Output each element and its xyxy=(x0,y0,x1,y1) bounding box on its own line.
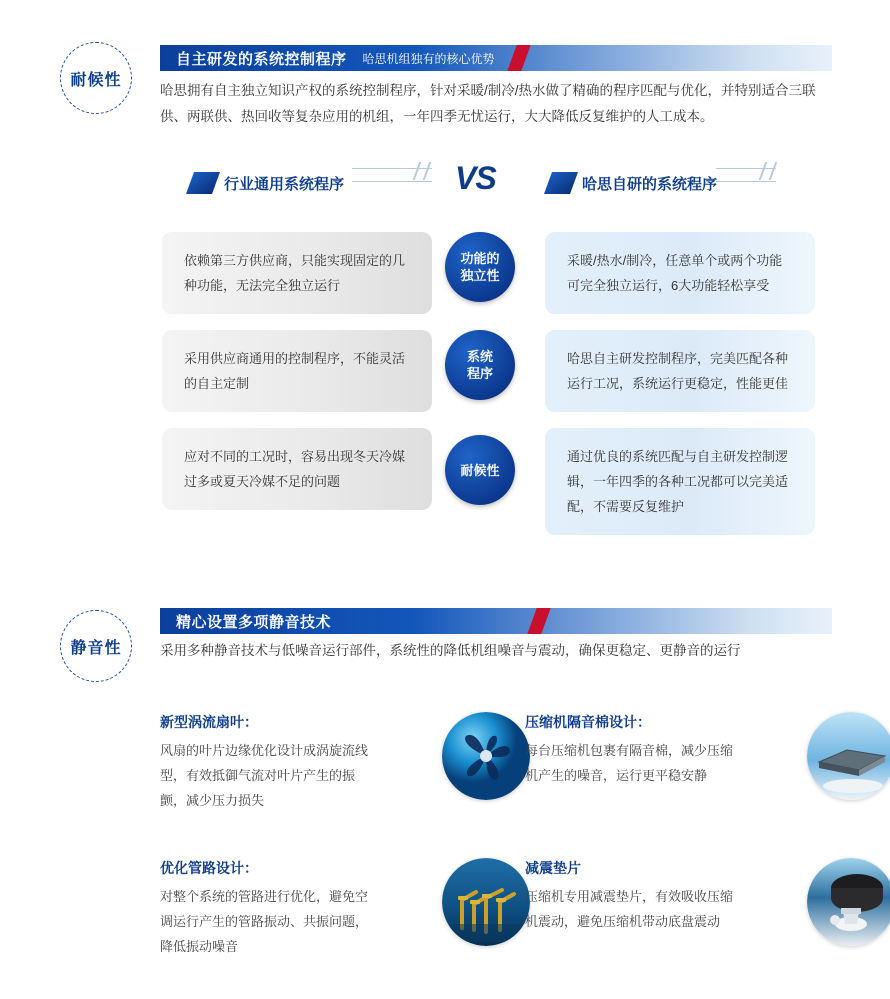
fan-blade-photo-icon xyxy=(442,712,530,800)
section-badge-weather-resistance xyxy=(60,42,132,114)
compare-badge-1-line1: 功能的 xyxy=(460,251,500,266)
feature-desc-3: 对整个系统的管路进行优化，避免空调运行产生的管路振动、共振问题，降低振动噪音 xyxy=(160,889,369,954)
compare-left-heading xyxy=(190,168,344,198)
compare-badge-2-line1: 系统 xyxy=(466,349,493,364)
compare-row-right-3: 通过优良的系统匹配与自主研发控制逻辑，一年四季的各种工况都可以完美适配，不需要反复维护 xyxy=(545,428,815,535)
compare-badge-1 xyxy=(445,232,515,302)
heading-rule-right xyxy=(716,168,776,182)
pipeline-photo-icon xyxy=(442,858,530,946)
damping-pad-photo-icon xyxy=(807,858,890,946)
compare-row-right-2: 哈思自主研发控制程序，完美匹配各种运行工况，系统运行更稳定，性能更佳 xyxy=(545,330,815,412)
feature-desc: 风扇的叶片边缘优化设计成涡旋流线型，有效抵御气流对叶片产生的振颤，减少压力损失 xyxy=(160,743,369,808)
feature-desc-2: 每台压缩机包裹有隔音棉，减少压缩机产生的噪音，运行更平稳安静 xyxy=(525,743,734,783)
feature-title-3: 优化管路设计： xyxy=(160,860,258,876)
feature-title: 新型涡流扇叶： xyxy=(160,714,258,730)
compare-row-left-2: 采用供应商通用的控制程序，不能灵活的自主定制 xyxy=(162,330,432,412)
feature-title-4: 减震垫片 xyxy=(525,860,581,876)
section-badge-quiet xyxy=(60,610,132,682)
feature-block-damping-pad xyxy=(525,858,890,934)
section-header-control-program xyxy=(160,45,832,71)
section-header-quiet-tech xyxy=(160,608,832,634)
vs-word: VS xyxy=(455,160,496,196)
compare-badge-2 xyxy=(445,330,515,400)
section-subtitle: 哈思机组独有的核心优势 xyxy=(362,51,495,66)
section-badge-label-2: 静音性 xyxy=(70,639,122,657)
compare-row-left-3: 应对不同的工况时，容易出现冬天冷媒过多或夏天冷媒不足的问题 xyxy=(162,428,432,510)
feature-title-2: 压缩机隔音棉设计： xyxy=(525,714,651,730)
feature-desc-4: 压缩机专用减震垫片，有效吸收压缩机震动，避免压缩机带动底盘震动 xyxy=(525,889,734,929)
section-title-2: 精心设置多项静音技术 xyxy=(176,613,332,631)
flag-shape-icon xyxy=(186,172,220,194)
heading-rule-left xyxy=(352,168,432,182)
section-paragraph: 哈思拥有自主独立知识产权的系统控制程序，针对采暖/制冷/热水做了精确的程序匹配与优化，并特别适合三联供、两联供、热回收等复杂应用的机组，一年四季无忧运行，大大降低反复维护的人工成本。 xyxy=(160,83,816,124)
flag-shape-icon-2 xyxy=(544,172,578,194)
compare-badge-3-line1: 耐候性 xyxy=(460,462,500,478)
compare-badge-2-line2: 程序 xyxy=(466,366,493,381)
compare-right-heading xyxy=(548,168,717,198)
section-title: 自主研发的系统控制程序 xyxy=(176,50,347,68)
section-badge-label: 耐候性 xyxy=(70,71,122,89)
feature-block-fan-blade xyxy=(160,712,530,813)
feature-block-sound-cotton xyxy=(525,712,890,788)
compare-badge-3 xyxy=(445,435,515,505)
section-paragraph-2: 采用多种静音技术与低噪音运行部件，系统性的降低机组噪音与震动，确保更稳定、更静音的运行 xyxy=(160,643,741,658)
compare-badge-1-line2: 独立性 xyxy=(460,268,500,283)
feature-block-pipeline xyxy=(160,858,530,959)
sound-insulation-cotton-photo-icon xyxy=(807,712,890,800)
compare-row-right-1: 采暖/热水/制冷，任意单个或两个功能可完全独立运行，6大功能轻松享受 xyxy=(545,232,815,314)
compare-row-left-1: 依赖第三方供应商，只能实现固定的几种功能，无法完全独立运行 xyxy=(162,232,432,314)
compare-right-heading-label: 哈思自研的系统程序 xyxy=(582,175,718,193)
compare-left-heading-label: 行业通用系统程序 xyxy=(224,175,345,193)
